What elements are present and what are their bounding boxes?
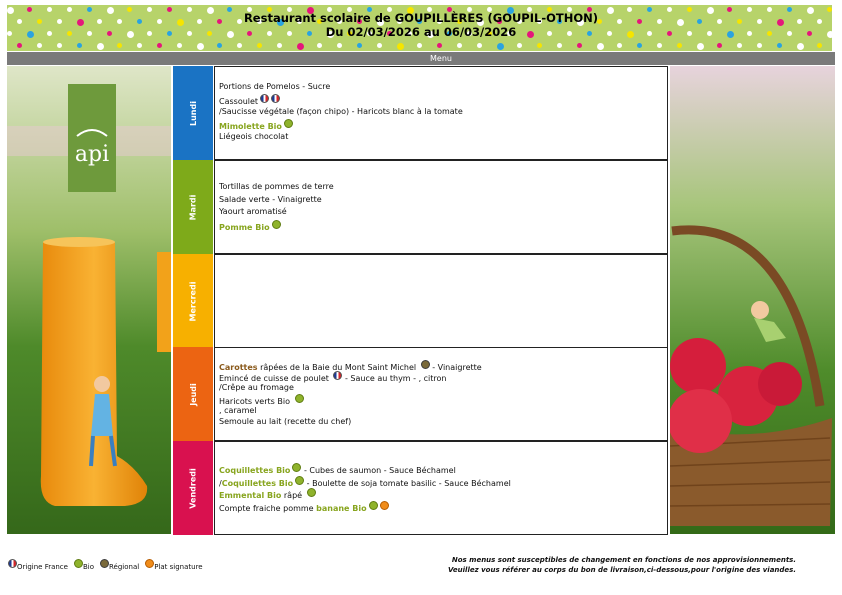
banner-dot: [217, 43, 222, 48]
banner-dot: [537, 43, 542, 48]
bio-icon: [307, 488, 316, 497]
banner-dot: [57, 43, 62, 48]
banner-dot: [457, 43, 462, 48]
menu-item-text: banane Bio: [316, 503, 367, 513]
banner-dot: [597, 43, 604, 50]
legend: [8, 559, 205, 571]
banner-dot: [77, 43, 82, 48]
legend-label: Plat signature: [154, 563, 203, 571]
day-menu-box: [214, 66, 668, 160]
menu-item-text: Emmental Bio: [219, 491, 282, 500]
bio-icon: [295, 394, 304, 403]
banner-dot: [637, 43, 642, 48]
svg-text:api: api: [74, 142, 110, 167]
menu-item-text: Carottes: [219, 362, 258, 372]
day-tab-0: [173, 66, 213, 160]
france-origin-icon: [8, 559, 17, 568]
france-origin-icon: [260, 94, 269, 103]
title-dates: Du 02/03/2026 au 06/03/2026: [325, 25, 517, 39]
menu-item: [219, 383, 482, 393]
menu-item-text: Compte fraiche pomme: [219, 503, 317, 513]
menu-item-text: Salade verte - Vinaigrette: [219, 194, 322, 204]
legend-label: Bio: [82, 563, 94, 571]
menu-item: [219, 371, 482, 381]
menu-item-text: /Crêpe au fromage: [219, 382, 294, 392]
day-menu-box: [214, 160, 668, 254]
menu-item: [219, 360, 482, 370]
banner-dot: [197, 43, 204, 50]
menu-item-text: Emincé de cuisse de poulet: [219, 374, 332, 383]
banner-dot: [97, 43, 104, 50]
menu-item: [219, 417, 482, 427]
banner-dot: [337, 43, 342, 48]
menu-item: [219, 476, 511, 486]
banner-dot: [177, 43, 182, 48]
menu-item-text: /: [219, 478, 222, 488]
day-tab-1: [173, 160, 213, 254]
menu-item-text: Portions de Pomelos - Sucre: [219, 81, 331, 91]
menu-item: [219, 132, 463, 142]
banner-dot: [377, 43, 382, 48]
menu-item-text: Coquillettes Bio: [219, 466, 291, 475]
bio-icon: [74, 559, 83, 568]
menu-items: [219, 82, 463, 145]
note-line-1: Nos menus sont susceptibles de changement en fonctions de nos approvisionnements.: [451, 556, 796, 564]
legend-label: Origine France: [17, 563, 68, 571]
banner-dot: [17, 43, 22, 48]
menu-item: [219, 501, 511, 511]
banner-dot: [277, 43, 282, 48]
banner-dot: [677, 43, 682, 48]
menu-item-text: - Boulette de soja tomate basilic - Sauce Béchamel: [304, 478, 511, 488]
regional-icon: [421, 360, 430, 369]
day-name: Mardi: [188, 194, 198, 220]
title-restaurant: Restaurant scolaire de GOUPILLÈRES (GOUPIL-OTHON): [243, 11, 599, 25]
banner-dot: [697, 43, 704, 50]
menu-item-text: Pomme Bio: [219, 222, 270, 232]
day-tab-3: [173, 347, 213, 441]
banner-dot: [257, 43, 262, 48]
menu-item: [219, 394, 482, 404]
banner-dot: [37, 43, 42, 48]
menu-item-text: - Sauce au thym - , citron: [342, 374, 447, 383]
day-name: Lundi: [188, 100, 198, 126]
menu-item: [219, 207, 334, 217]
banner-dot: [477, 43, 482, 48]
menu-item-text: râpé: [281, 491, 305, 500]
france-origin-icon: [271, 94, 280, 103]
regional-icon: [100, 559, 109, 568]
menu-items: [219, 360, 482, 429]
day-tab-2: [173, 254, 213, 348]
banner-dot: [237, 43, 242, 48]
banner-dot: [617, 43, 622, 48]
bio-icon: [284, 119, 293, 128]
menu-item-text: Mimolette Bio: [219, 122, 282, 132]
menu-item-text: râpées de la Baie du Mont Saint Michel: [257, 362, 419, 372]
banner-dot: [117, 43, 122, 48]
banner-dot: [417, 43, 422, 48]
signature-dish-icon: [380, 501, 389, 510]
menu-item: [219, 406, 482, 416]
menu-item: [219, 82, 463, 92]
menu-item-text: Coquillettes Bio: [221, 478, 294, 488]
menu-item: [219, 463, 511, 473]
banner-dot: [397, 43, 404, 50]
menu-item: [219, 94, 463, 107]
bio-icon: [369, 501, 378, 510]
bio-icon: [295, 476, 304, 485]
day-menu-box: [214, 254, 668, 348]
menu-item: [219, 182, 334, 192]
menu-item: [219, 107, 463, 117]
bio-icon: [272, 220, 281, 229]
api-logo: [68, 84, 116, 192]
menu-item-text: Haricots verts Bio: [219, 397, 293, 406]
banner-dot: [137, 43, 142, 48]
banner-dot: [577, 43, 582, 48]
day-menu-box: [214, 441, 668, 535]
banner-dot: [497, 43, 504, 50]
banner-dot: [777, 43, 782, 48]
menu-items: [219, 182, 334, 232]
page-title: [0, 11, 842, 39]
menu-item-text: - Cubes de saumon - Sauce Béchamel: [301, 466, 456, 475]
menu-item-text: , caramel: [219, 405, 257, 415]
banner-dot: [717, 43, 722, 48]
banner-dot: [737, 43, 742, 48]
menu-item-text: Cassoulet: [219, 97, 259, 107]
right-photo-apples: [670, 66, 835, 534]
menu-items: [219, 463, 511, 513]
menu-item: [219, 119, 463, 132]
note-line-2: Veuillez vous référer au corps du bon de livraison,ci-dessous,pour l'origine des viandes.: [448, 566, 796, 574]
day-name: Mercredi: [188, 281, 198, 321]
legend-label: Régional: [109, 563, 140, 571]
banner-dot: [657, 43, 662, 48]
menu-item-text: /Saucisse végétale (façon chipo) - Haricots blanc à la tomate: [219, 106, 463, 116]
menu-column-header: Menu: [214, 52, 668, 65]
banner-dot: [357, 43, 362, 48]
menu-item-text: Liégeois chocolat: [219, 131, 289, 141]
menu-item: [219, 488, 511, 498]
banner-dot: [517, 43, 522, 48]
banner-dot: [317, 43, 322, 48]
banner-dot: [557, 43, 562, 48]
day-name: Vendredi: [188, 467, 198, 509]
menu-item-text: - Vinaigrette: [429, 362, 482, 372]
grid-bar-left: [7, 52, 214, 65]
banner-dot: [757, 43, 762, 48]
disclaimer-note: [376, 555, 796, 575]
day-tab-4: [173, 441, 213, 535]
day-name: Jeudi: [188, 382, 198, 406]
menu-item-text: Yaourt aromatisé: [219, 207, 287, 216]
banner-dot: [437, 43, 442, 48]
day-menu-box: [214, 347, 668, 441]
signature-dish-icon: [145, 559, 154, 568]
left-photo-boot: [7, 66, 171, 534]
menu-item-text: Tortillas de pommes de terre: [219, 182, 334, 191]
banner-dot: [297, 43, 304, 50]
menu-item-text: Semoule au lait (recette du chef): [219, 417, 352, 426]
banner-dot: [797, 43, 804, 50]
banner-dot: [817, 43, 822, 48]
banner-dot: [157, 43, 162, 48]
menu-item: [219, 220, 334, 230]
grid-bar-right: [668, 52, 835, 65]
menu-item: [219, 195, 334, 205]
